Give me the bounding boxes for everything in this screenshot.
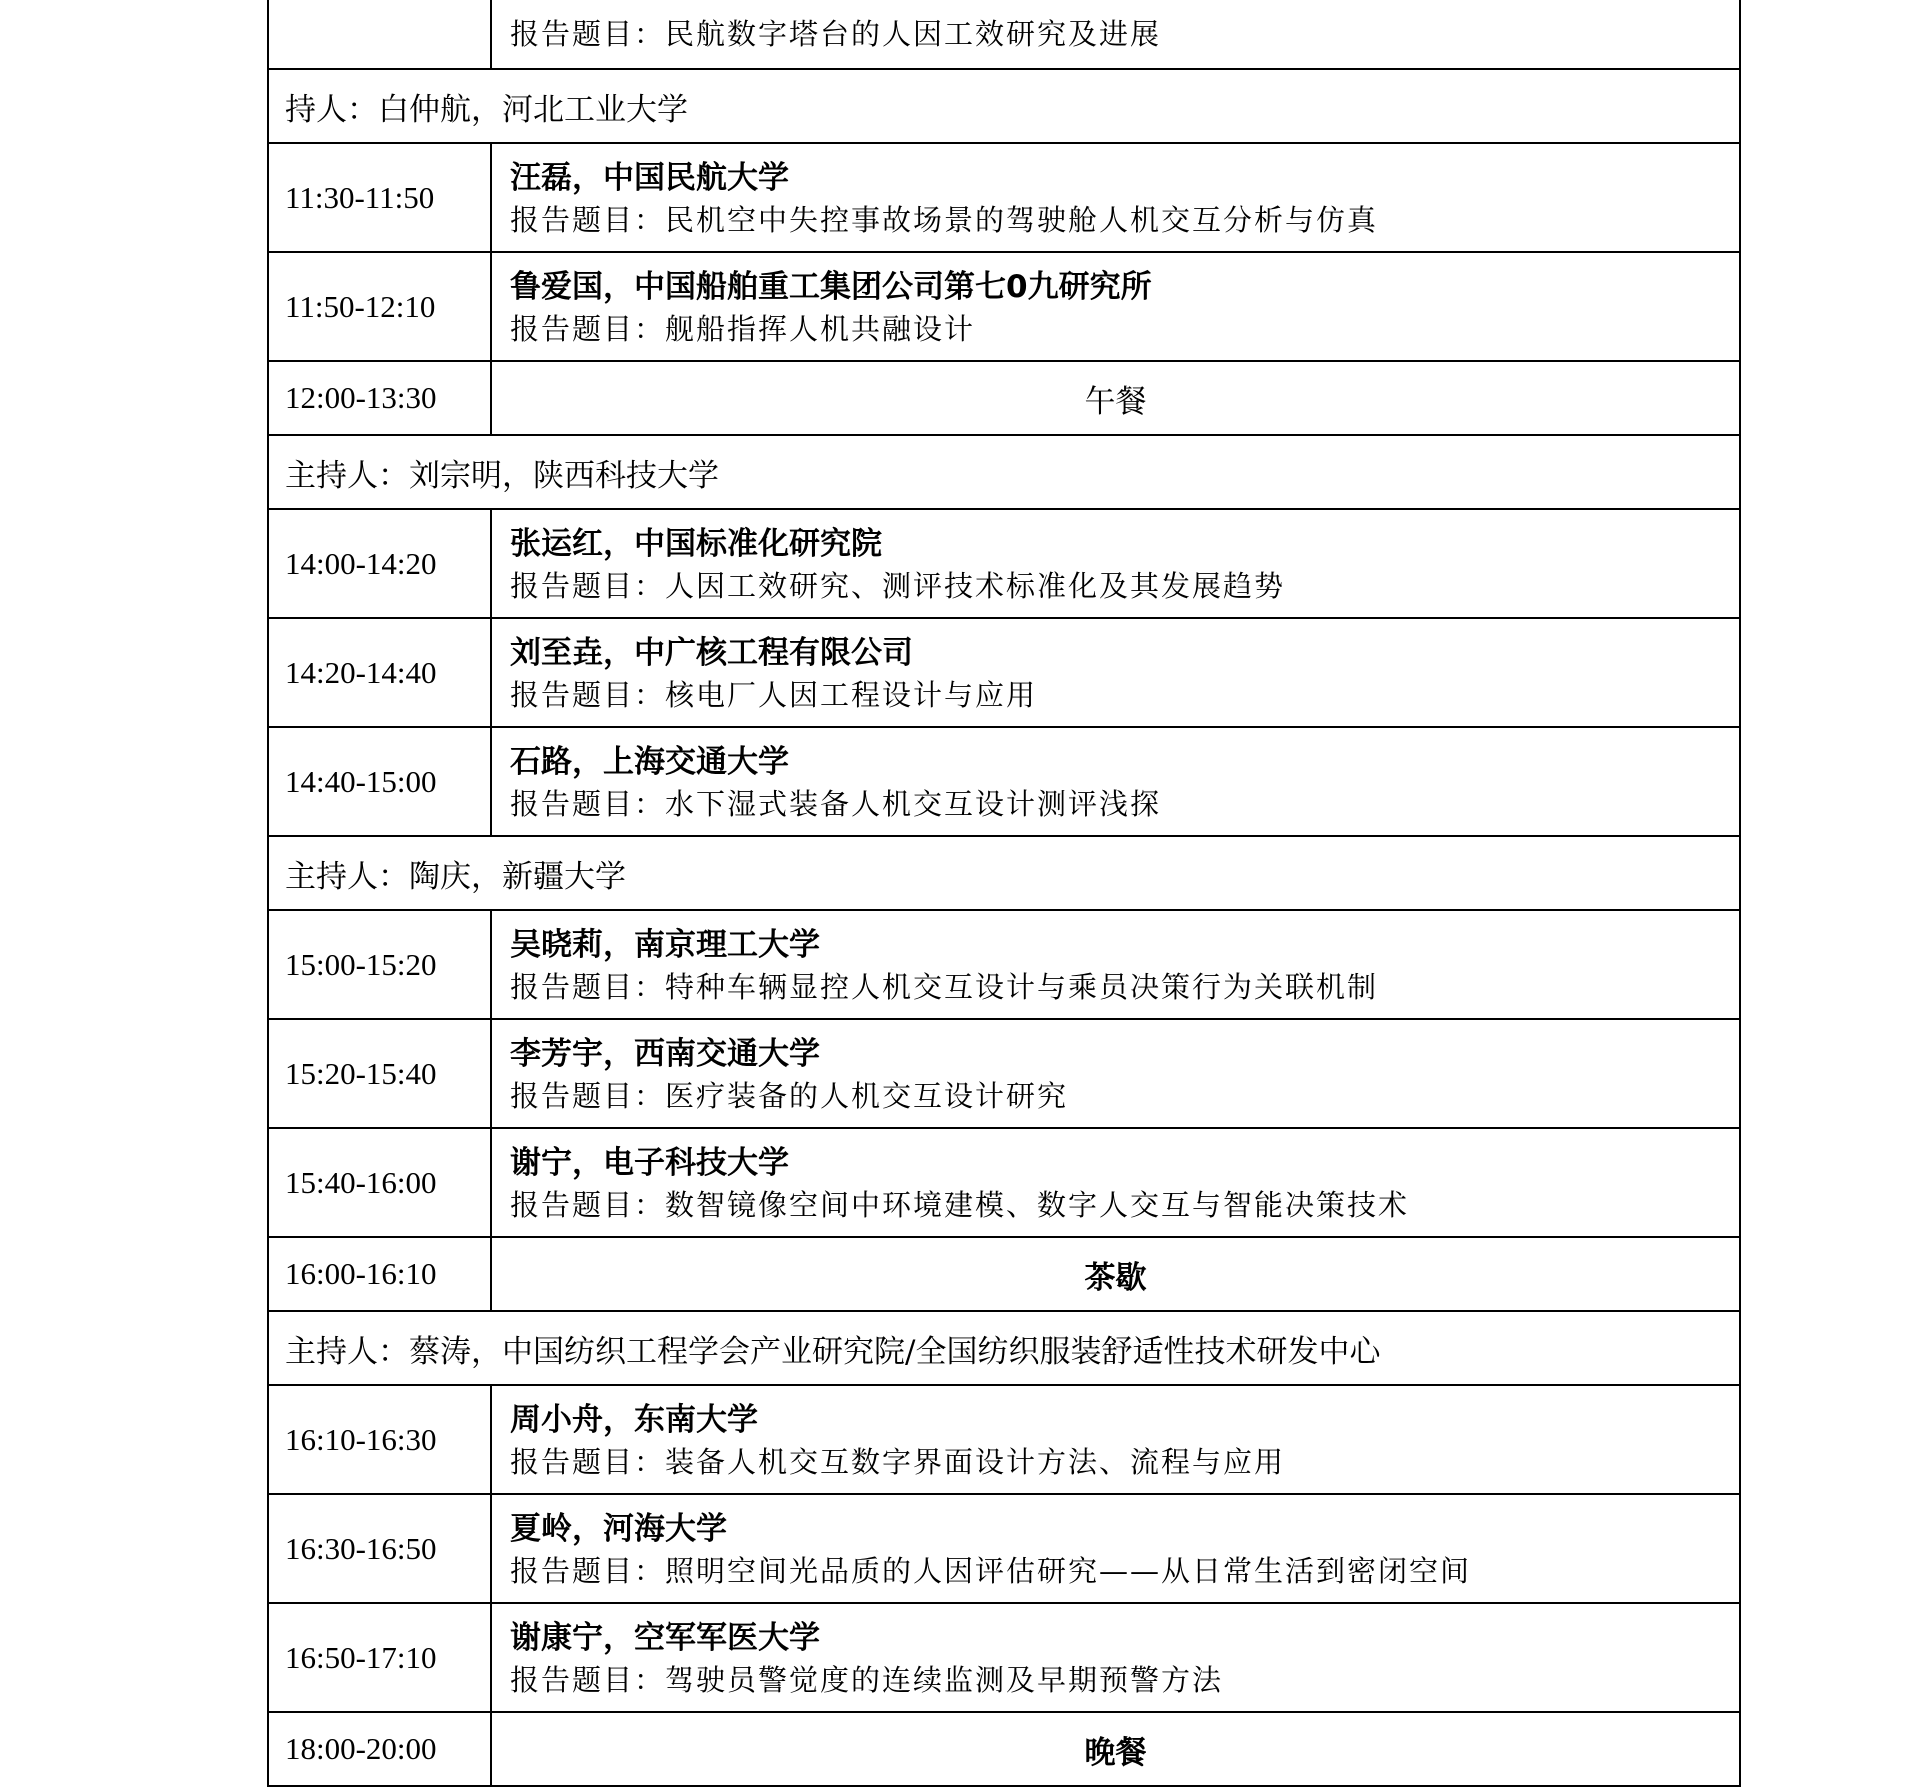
table-row: [268, 618, 1740, 727]
table-row: [268, 727, 1740, 836]
time-cell: 12:00-13:30: [268, 361, 491, 435]
talk-cell: [491, 1494, 1740, 1603]
time-cell: 15:00-15:20: [268, 910, 491, 1019]
table-row: [268, 1603, 1740, 1712]
table-row: [268, 1019, 1740, 1128]
time-cell: [268, 0, 491, 69]
schedule-table: [267, 0, 1741, 1787]
break-label: 晚餐: [491, 1712, 1740, 1786]
time-cell: 11:30-11:50: [268, 143, 491, 252]
speaker-name: 汪磊，中国民航大学: [510, 159, 789, 196]
talk-title: 报告题目：民航数字塔台的人因工效研究及进展: [510, 17, 1162, 51]
talk-title: 报告题目：装备人机交互数字界面设计方法、流程与应用: [510, 1444, 1286, 1479]
host-label: 主持人：刘宗明，陕西科技大学: [268, 435, 1740, 509]
speaker-name: 刘至垚，中广核工程有限公司: [510, 634, 913, 671]
talk-cell: [491, 143, 1740, 252]
break-row: [268, 1712, 1740, 1786]
speaker-name: 谢康宁，空军军医大学: [510, 1619, 820, 1656]
talk-title: 报告题目：核电厂人因工程设计与应用: [510, 677, 1038, 712]
talk-cell: [491, 1385, 1740, 1494]
time-cell: 16:10-16:30: [268, 1385, 491, 1494]
table-row: [268, 509, 1740, 618]
speaker-name: 谢宁，电子科技大学: [510, 1144, 789, 1181]
time-cell: 15:40-16:00: [268, 1128, 491, 1237]
host-row: [268, 836, 1740, 910]
talk-cell: [491, 1603, 1740, 1712]
table-row: [268, 1494, 1740, 1603]
break-row: [268, 1237, 1740, 1311]
host-label: 主持人：蔡涛，中国纺织工程学会产业研究院/全国纺织服装舒适性技术研发中心: [268, 1311, 1740, 1385]
table-row: [268, 0, 1740, 69]
host-row: [268, 69, 1740, 143]
table-row: [268, 910, 1740, 1019]
speaker-name: 夏岭，河海大学: [510, 1510, 727, 1547]
talk-cell: [491, 618, 1740, 727]
talk-cell: [491, 509, 1740, 618]
talk-title: 报告题目：民机空中失控事故场景的驾驶舱人机交互分析与仿真: [510, 202, 1379, 237]
table-row: [268, 143, 1740, 252]
table-row: [268, 1128, 1740, 1237]
talk-title: 报告题目：特种车辆显控人机交互设计与乘员决策行为关联机制: [510, 969, 1379, 1004]
time-cell: 16:00-16:10: [268, 1237, 491, 1311]
talk-cell: [491, 1019, 1740, 1128]
talk-title: 报告题目：医疗装备的人机交互设计研究: [510, 1078, 1069, 1113]
break-row: [268, 361, 1740, 435]
talk-cell: [491, 252, 1740, 361]
time-cell: 14:00-14:20: [268, 509, 491, 618]
host-label: 持人：白仲航，河北工业大学: [268, 69, 1740, 143]
time-cell: 14:20-14:40: [268, 618, 491, 727]
talk-title: 报告题目：照明空间光品质的人因评估研究——从日常生活到密闭空间: [510, 1553, 1472, 1588]
time-cell: 11:50-12:10: [268, 252, 491, 361]
talk-title: 报告题目：人因工效研究、测评技术标准化及其发展趋势: [510, 568, 1286, 603]
speaker-name: 张运红，中国标准化研究院: [510, 525, 882, 562]
talk-cell: [491, 0, 1740, 69]
table-row: [268, 252, 1740, 361]
speaker-name: 吴晓莉，南京理工大学: [510, 926, 820, 963]
talk-title: 报告题目：水下湿式装备人机交互设计测评浅探: [510, 786, 1162, 821]
speaker-name: 周小舟，东南大学: [510, 1401, 758, 1438]
break-label: 茶歇: [491, 1237, 1740, 1311]
host-row: [268, 435, 1740, 509]
time-cell: 16:30-16:50: [268, 1494, 491, 1603]
talk-cell: [491, 727, 1740, 836]
host-row: [268, 1311, 1740, 1385]
talk-cell: [491, 910, 1740, 1019]
speaker-name: 李芳宇，西南交通大学: [510, 1035, 820, 1072]
time-cell: 15:20-15:40: [268, 1019, 491, 1128]
time-cell: 16:50-17:10: [268, 1603, 491, 1712]
talk-title: 报告题目：舰船指挥人机共融设计: [510, 311, 976, 346]
speaker-name: 石路，上海交通大学: [510, 743, 789, 780]
table-row: [268, 1385, 1740, 1494]
talk-title: 报告题目：驾驶员警觉度的连续监测及早期预警方法: [510, 1662, 1224, 1697]
talk-cell: [491, 1128, 1740, 1237]
time-cell: 14:40-15:00: [268, 727, 491, 836]
time-cell: 18:00-20:00: [268, 1712, 491, 1786]
talk-title: 报告题目：数智镜像空间中环境建模、数字人交互与智能决策技术: [510, 1187, 1410, 1222]
break-label: 午餐: [491, 361, 1740, 435]
host-label: 主持人：陶庆，新疆大学: [268, 836, 1740, 910]
speaker-name: 鲁爱国，中国船舶重工集团公司第七0九研究所: [510, 268, 1152, 305]
